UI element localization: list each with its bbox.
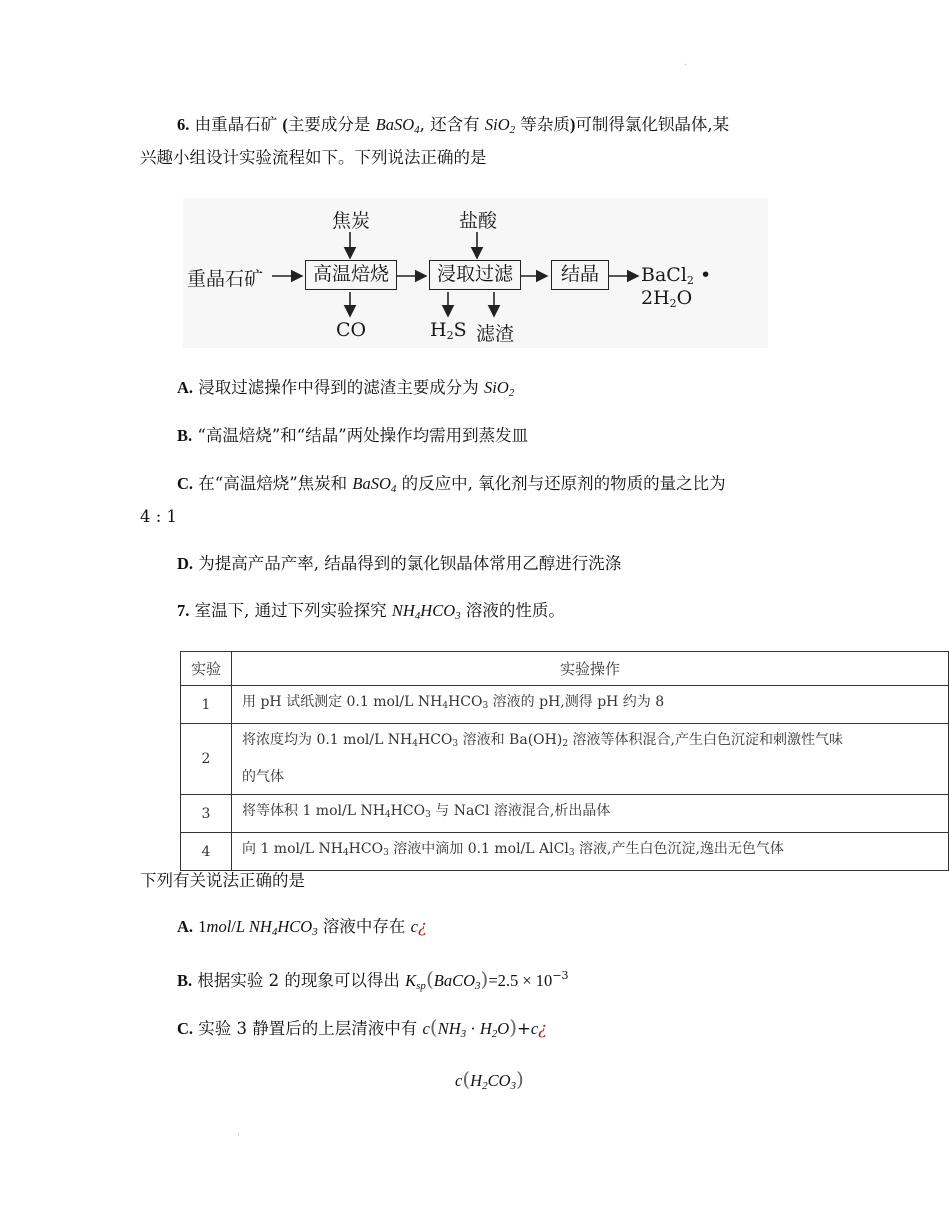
flow-input-hcl: 盐酸 — [459, 210, 498, 232]
q7-option-c: C. 实验 3 静置后的上层清液中有 $c(NH_3$ · $H_2O)+c¿$ — [177, 1015, 548, 1040]
q6-stem-text: 由重晶石矿 — [194, 115, 278, 134]
q7-option-a: A. 1mol/L $NH_4HCO_3$ 溶液中存在 c¿ — [177, 917, 427, 938]
q6-sio2: SiO$_2$ — [484, 115, 516, 136]
flow-output-h2s: $H_2S$ — [430, 319, 467, 342]
flow-product: BaCl$_2$ • $2H_2O$ — [641, 264, 712, 310]
q6-option-a: A. 浸取过滤操作中得到的滤渣主要成分为 SiO$_2$ — [177, 378, 515, 399]
q7-stem: 7. 室温下, 通过下列实验探究 $NH_4HCO_3$ 溶液的性质。 — [177, 601, 565, 622]
q6-option-c: C. 在“高温焙烧”焦炭和 BaSO$_4$ 的反应中, 氧化剂与还原剂的物质的量之比为 — [177, 474, 726, 495]
experiment-table — [180, 651, 949, 871]
table-row: 2 将浓度均为 0.1 mol/L NH4HCO3 溶液和 Ba(OH)2 溶液等体积混合,产生白色沉淀和刺激性气味 的气体 — [181, 724, 949, 795]
q6-stem-line2: 兴趣小组设计实验流程如下。下列说法正确的是 — [140, 148, 487, 167]
top-mark: · — [684, 60, 688, 71]
flow-input-coke: 焦炭 — [332, 210, 371, 232]
q6-stem-text4: 等杂质 — [520, 115, 570, 134]
q6-stem-text3: , 还含有 — [419, 115, 480, 134]
flow-box-crystallize: 结晶 — [551, 260, 609, 290]
flow-output-residue: 滤渣 — [476, 323, 515, 345]
table-row: 4 向 1 mol/L NH4HCO3 溶液中滴加 0.1 mol/L AlCl3 溶液,产生白色沉淀,逸出无色气体 — [181, 833, 949, 871]
table-header-experiment: 实验 — [181, 652, 232, 686]
q6-option-b: B. “高温焙烧”和“结晶”两处操作均需用到蒸发皿 — [177, 426, 529, 445]
table-row: 3 将等体积 1 mol/L NH4HCO3 与 NaCl 溶液混合,析出晶体 — [181, 795, 949, 833]
q7-option-c-line2: $c(H_2CO_3)$ — [455, 1067, 524, 1092]
q6-stem-text2: 主要成分是 — [287, 115, 371, 134]
flow-box-roast: 高温焙烧 — [305, 260, 397, 290]
q6-baso4: BaSO$_4$ — [375, 115, 420, 136]
q6-stem-text5: 可制得氯化钡晶体,某 — [575, 115, 730, 134]
q7-after-table: 下列有关说法正确的是 — [140, 871, 305, 890]
bottom-mark: · — [237, 1130, 241, 1141]
q6-paren-open: ( — [282, 115, 288, 134]
q6-number: 6. — [177, 115, 190, 134]
q6-stem-line1 — [177, 114, 729, 141]
table-header-operation: 实验操作 — [232, 652, 949, 686]
flow-box-leach-filter: 浸取过滤 — [429, 260, 521, 290]
flow-start-label: 重晶石矿 — [187, 268, 264, 290]
table-header-row — [181, 652, 949, 686]
q6-paren-close: ) — [569, 115, 576, 134]
q7-option-b: B. 根据实验 2 的现象可以得出 $K_{sp}(BaCO_3)=2.5 \times 10^{-3}$ — [177, 967, 569, 992]
table-row: 1 用 pH 试纸测定 0.1 mol/L NH4HCO3 溶液的 pH,测得 pH 约为 8 — [181, 686, 949, 724]
q6-option-c-line2: 4 : 1 — [140, 507, 178, 526]
flow-output-co: CO — [336, 319, 367, 341]
q6-option-d: D. 为提高产品产率, 结晶得到的氯化钡晶体常用乙醇进行洗涤 — [177, 554, 622, 573]
process-flowchart — [183, 198, 768, 348]
